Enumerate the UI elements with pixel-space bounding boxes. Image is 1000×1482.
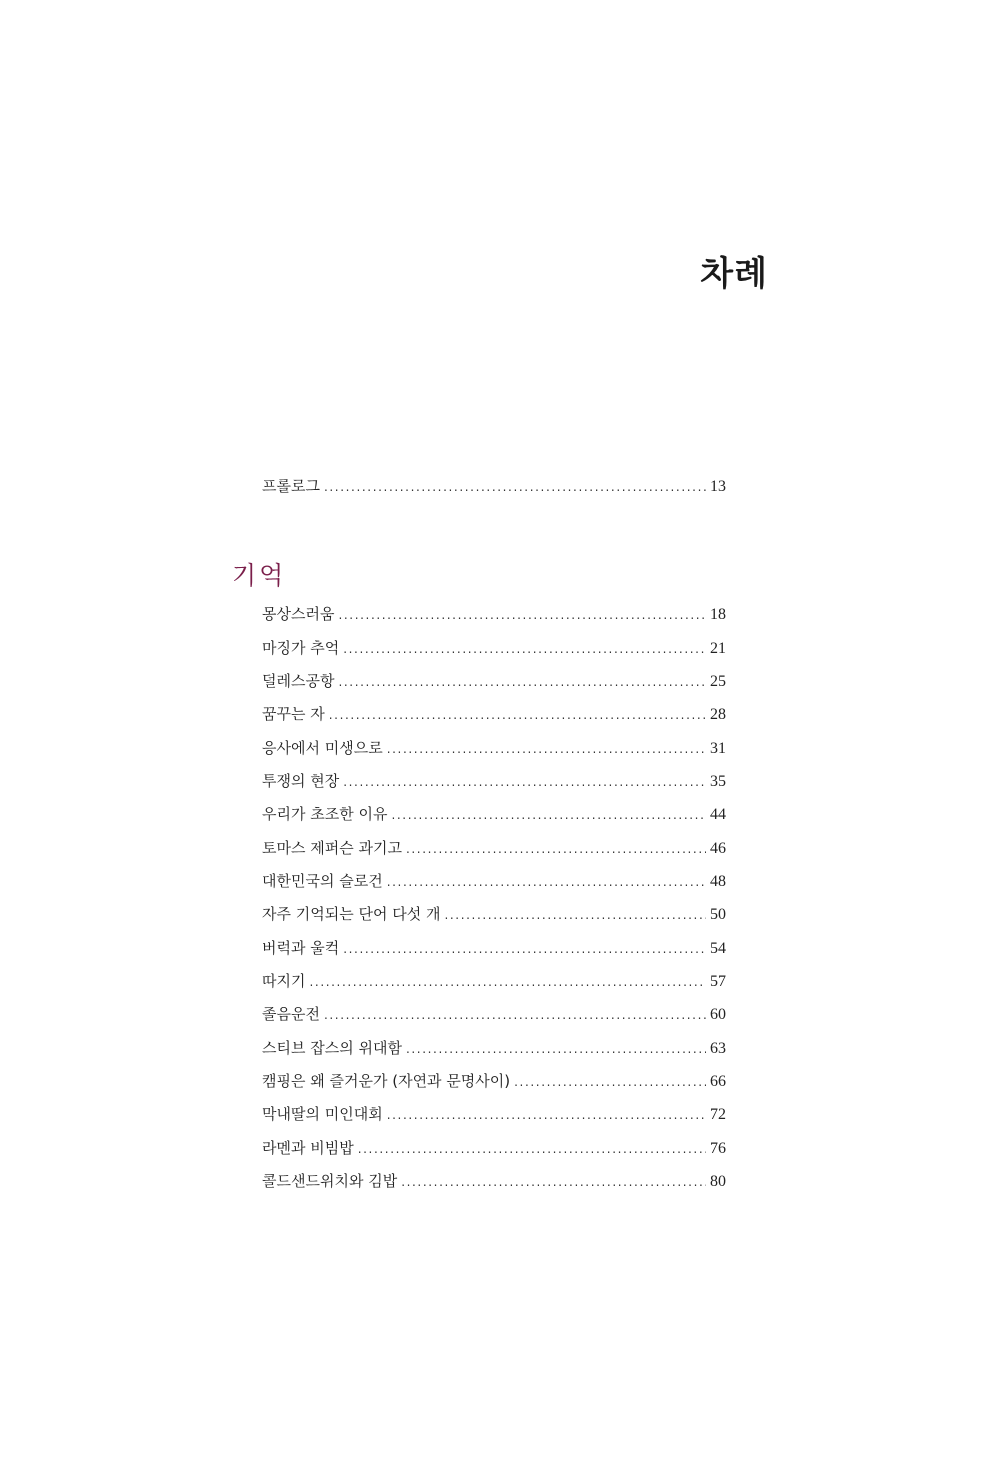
toc-entry	[262, 702, 726, 726]
toc-entry	[262, 1136, 726, 1160]
toc-entry	[262, 636, 726, 660]
toc-entry-page: 66	[710, 1073, 726, 1090]
toc-entry-label: 덜레스공항	[262, 672, 335, 690]
toc-entry	[262, 1102, 726, 1126]
toc-leader-dots	[387, 737, 706, 761]
toc-entry-page: 46	[710, 840, 726, 857]
toc-entry	[262, 902, 726, 926]
section-heading: 기억	[232, 561, 287, 590]
toc-entry	[262, 836, 726, 860]
toc-leader-dots	[343, 637, 706, 661]
toc-leader-dots	[324, 1003, 706, 1027]
toc-entry-label: 우리가 초조한 이유	[262, 805, 388, 823]
toc-leader-dots	[324, 475, 706, 499]
toc-entry	[262, 1036, 726, 1060]
toc-entry-page: 76	[710, 1140, 726, 1157]
toc-entry-label: 자주 기억되는 단어 다섯 개	[262, 905, 441, 923]
toc-entry	[262, 1169, 726, 1193]
toc-entry-page: 35	[710, 773, 726, 790]
toc-entry-page: 25	[710, 673, 726, 690]
toc-entry-label: 스티브 잡스의 위대함	[262, 1039, 402, 1057]
toc-entry-label: 대한민국의 슬로건	[262, 872, 383, 890]
toc-entry-page: 21	[710, 640, 726, 657]
toc-entry-label: 라멘과 비빔밥	[262, 1139, 354, 1157]
toc-leader-dots	[401, 1170, 706, 1194]
toc-entry-label: 캠핑은 왜 즐거운가 (자연과 문명사이)	[262, 1072, 511, 1090]
toc-entry	[262, 869, 726, 893]
toc-entry-page: 50	[710, 906, 726, 923]
toc-entry-page: 44	[710, 806, 726, 823]
toc-entry-page: 28	[710, 706, 726, 723]
toc-entry-label: 응사에서 미생으로	[262, 739, 383, 757]
toc-leader-dots	[514, 1070, 706, 1094]
toc-entry-prologue	[262, 474, 726, 498]
toc-entry-page: 63	[710, 1040, 726, 1057]
toc-entry-label: 투쟁의 현장	[262, 772, 340, 790]
toc-leader-dots	[387, 870, 706, 894]
toc-entry-label: 따지기	[262, 972, 306, 990]
toc-entry-page: 13	[710, 478, 726, 495]
toc-entry-label: 콜드샌드위치와 김밥	[262, 1172, 398, 1190]
toc-leader-dots	[343, 937, 706, 961]
toc-leader-dots	[338, 603, 706, 627]
toc-leader-dots	[358, 1137, 706, 1161]
toc-entry-label: 마징가 추억	[262, 639, 340, 657]
toc-entry	[262, 736, 726, 760]
toc-leader-dots	[387, 1103, 706, 1127]
toc-leader-dots	[406, 837, 706, 861]
toc-entry-label: 졸음운전	[262, 1005, 320, 1023]
toc-leader-dots	[338, 670, 706, 694]
toc-entry-label: 버럭과 울컥	[262, 939, 340, 957]
toc-entry-label: 꿈꾸는 자	[262, 705, 325, 723]
toc-entry	[262, 936, 726, 960]
toc-entry-page: 48	[710, 873, 726, 890]
toc-entry-page: 57	[710, 973, 726, 990]
toc-entry-page: 80	[710, 1173, 726, 1190]
toc-leader-dots	[444, 903, 706, 927]
toc-entry-page: 72	[710, 1106, 726, 1123]
toc-entry-label: 토마스 제퍼슨 과기고	[262, 839, 402, 857]
toc-entry	[262, 1069, 726, 1093]
toc-entry-label: 프롤로그	[262, 477, 320, 495]
toc-leader-dots	[329, 703, 706, 727]
toc-entry	[262, 1002, 726, 1026]
toc-entry-label: 몽상스러움	[262, 605, 335, 623]
toc-entry	[262, 769, 726, 793]
toc-leader-dots	[343, 770, 706, 794]
toc-entry	[262, 602, 726, 626]
toc-leader-dots	[391, 803, 706, 827]
toc-leader-dots	[309, 970, 706, 994]
page-title: 차례	[700, 254, 768, 294]
toc-entry-page: 60	[710, 1006, 726, 1023]
toc-entry	[262, 669, 726, 693]
toc-entry-page: 18	[710, 606, 726, 623]
toc-entry-page: 31	[710, 740, 726, 757]
toc-leader-dots	[406, 1037, 706, 1061]
toc-entry	[262, 802, 726, 826]
toc-entry	[262, 969, 726, 993]
toc-entry-page: 54	[710, 940, 726, 957]
toc-entry-label: 막내딸의 미인대회	[262, 1105, 383, 1123]
